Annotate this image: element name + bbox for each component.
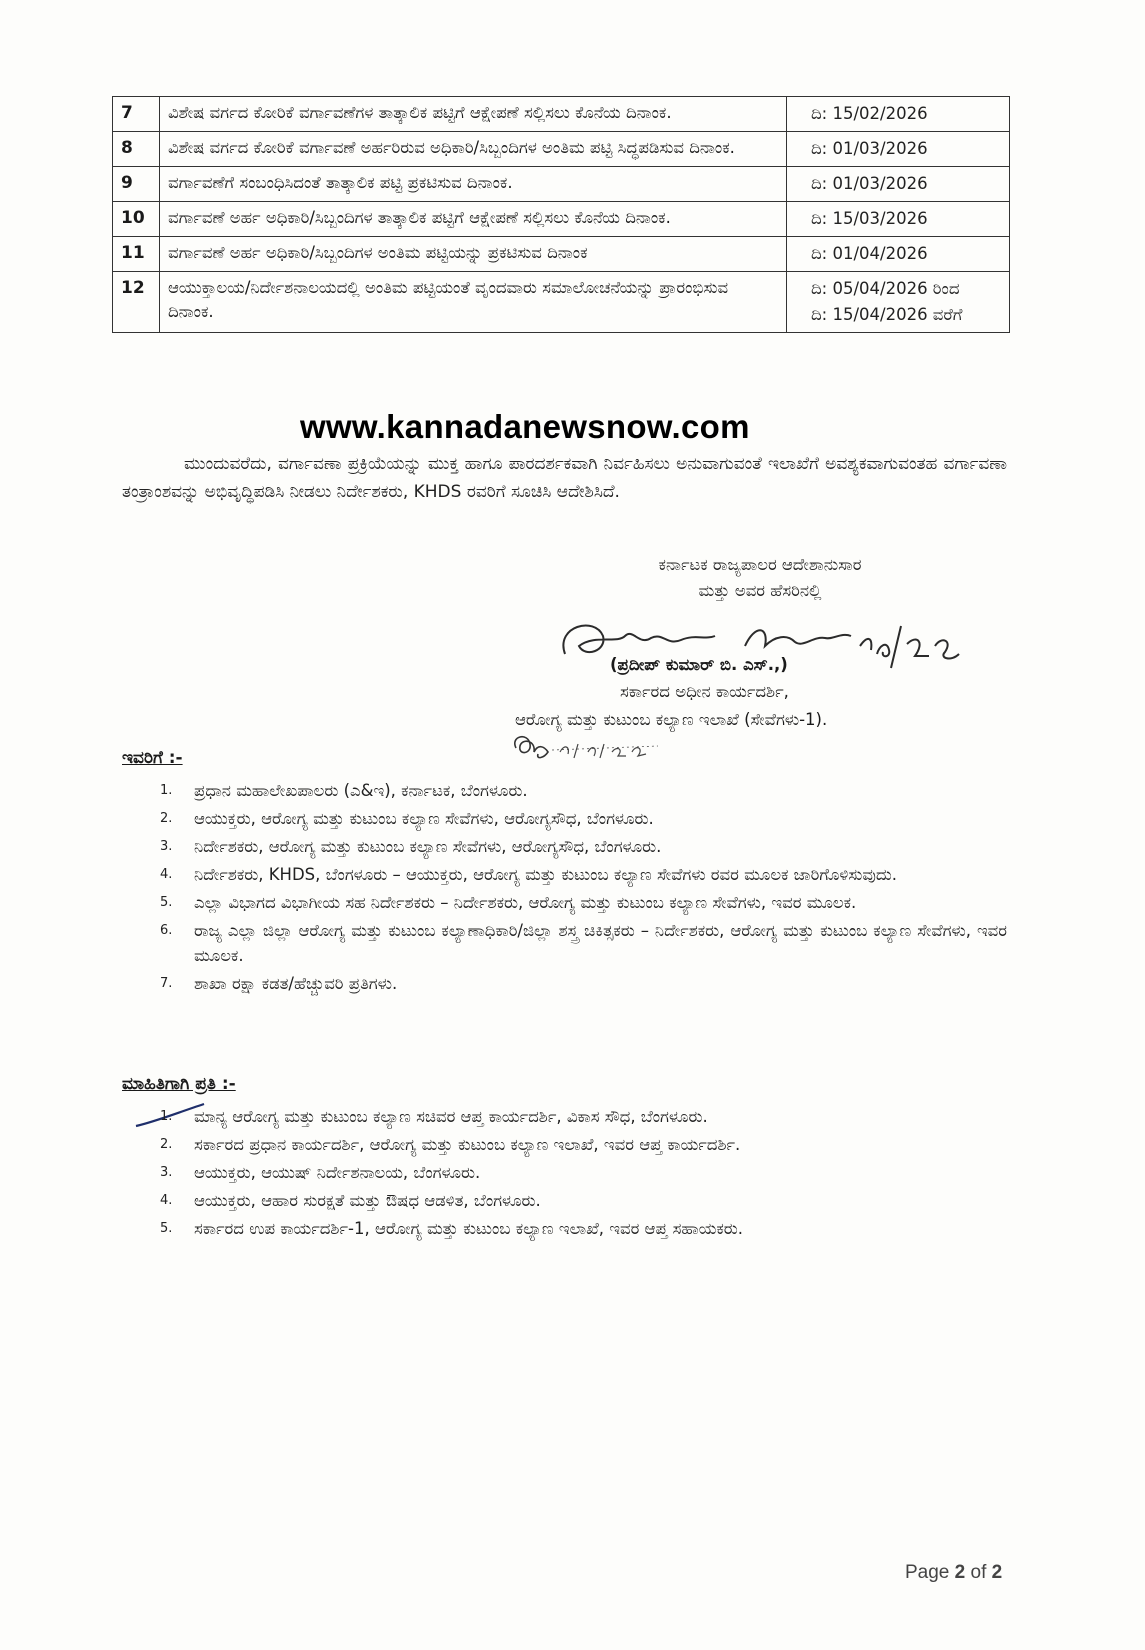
list-item-number: 2. bbox=[160, 1137, 173, 1152]
list-item bbox=[122, 834, 1007, 859]
row-description: ವರ್ಗಾವಣೆಗೆ ಸಂಬಂಧಿಸಿದಂತೆ ತಾತ್ಕಾಲಿಕ ಪಟ್ಟಿ ಪ್ರಕಟಿಸುವ ದಿನಾಂಕ. bbox=[160, 167, 787, 202]
row-date-value: ದಿ: 01/04/2026 bbox=[811, 244, 928, 263]
row-date bbox=[787, 202, 1010, 237]
order-paragraph bbox=[122, 450, 1007, 506]
list-item-number: 1. bbox=[160, 783, 173, 798]
list-item-number: 3. bbox=[160, 1165, 173, 1180]
row-description: ಆಯುಕ್ತಾಲಯ/ನಿರ್ದೇಶನಾಲಯದಲ್ಲಿ ಅಂತಿಮ ಪಟ್ಟಿಯಂತೆ ವೃಂದವಾರು ಸಮಾಲೋಚನೆಯನ್ನು ಪ್ರಾರಂಭಿಸುವ ದಿನಾಂಕ. bbox=[160, 272, 787, 333]
row-description: ವರ್ಗಾವಣೆ ಅರ್ಹ ಅಧಿಕಾರಿ/ಸಿಬ್ಬಂದಿಗಳ ತಾತ್ಕಾಲಿಕ ಪಟ್ಟಿಗೆ ಆಕ್ಷೇಪಣೆ ಸಲ್ಲಿಸಲು ಕೊನೆಯ ದಿನಾಂಕ. bbox=[160, 202, 787, 237]
current-page: 2 bbox=[954, 1562, 966, 1583]
row-number: 9 bbox=[113, 167, 160, 202]
list-item bbox=[122, 778, 1007, 803]
row-number: 11 bbox=[113, 237, 160, 272]
list-item-text: ಶಾಖಾ ರಕ್ಷಾ ಕಡತ/ಹೆಚ್ಚುವರಿ ಪ್ರತಿಗಳು. bbox=[194, 974, 398, 993]
list-item-text: ಮಾನ್ಯ ಆರೋಗ್ಯ ಮತ್ತು ಕುಟುಂಬ ಕಲ್ಯಾಣ ಸಚಿವರ ಆಪ್ತ ಕಾರ್ಯದರ್ಶಿ, ವಿಕಾಸ ಸೌಧ, ಬೆಂಗಳೂರು. bbox=[194, 1107, 708, 1126]
list-item-number: 5. bbox=[160, 895, 173, 910]
row-date-value: ದಿ: 15/03/2026 bbox=[811, 209, 928, 228]
schedule-table-body bbox=[113, 97, 1010, 333]
initials-mark bbox=[508, 730, 668, 764]
row-date bbox=[787, 237, 1010, 272]
list-item-text: ನಿರ್ದೇಶಕರು, KHDS, ಬೆಂಗಳೂರು – ಆಯುಕ್ತರು, ಆರೋಗ್ಯ ಮತ್ತು ಕುಟುಂಬ ಕಲ್ಯಾಣ ಸೇವೆಗಳು ರವರ ಮೂಲಕ ಜಾರಿಗೊಳಿಸುವುದು. bbox=[194, 865, 898, 884]
list-item bbox=[122, 1104, 1007, 1129]
page-label: Page bbox=[905, 1562, 955, 1583]
row-date bbox=[787, 132, 1010, 167]
table-row bbox=[113, 272, 1010, 333]
list-item-number: 6. bbox=[160, 923, 173, 938]
list-item-text: ಆಯುಕ್ತರು, ಆಹಾರ ಸುರಕ್ಷತೆ ಮತ್ತು ಔಷಧ ಆಡಳಿತ, ಬೆಂಗಳೂರು. bbox=[194, 1191, 541, 1210]
row-number: 7 bbox=[113, 97, 160, 132]
list-item-text: ಸರ್ಕಾರದ ಪ್ರಧಾನ ಕಾರ್ಯದರ್ಶಿ, ಆರೋಗ್ಯ ಮತ್ತು ಕುಟುಂಬ ಕಲ್ಯಾಣ ಇಲಾಖೆ, ಇವರ ಆಪ್ತ ಕಾರ್ಯದರ್ಶಿ. bbox=[194, 1135, 741, 1154]
list-item-number: 5. bbox=[160, 1221, 173, 1236]
row-description: ವಿಶೇಷ ವರ್ಗದ ಕೋರಿಕೆ ವರ್ಗಾವಣೆ ಅರ್ಹರಿರುವ ಅಧಿಕಾರಿ/ಸಿಬ್ಬಂದಿಗಳ ಅಂತಿಮ ಪಟ್ಟಿ ಸಿದ್ಧಪಡಿಸುವ ದಿನಾಂಕ. bbox=[160, 132, 787, 167]
copy-list bbox=[122, 1104, 1007, 1244]
list-item bbox=[122, 890, 1007, 915]
signatory-designation: ಸರ್ಕಾರದ ಅಧೀನ ಕಾರ್ಯದರ್ಶಿ, bbox=[620, 682, 789, 701]
row-date-value: ದಿ: 01/03/2026 bbox=[811, 139, 928, 158]
table-row bbox=[113, 202, 1010, 237]
order-paragraph-text: ಮುಂದುವರೆದು, ವರ್ಗಾವಣಾ ಪ್ರಕ್ರಿಯೆಯನ್ನು ಮುಕ್ತ ಹಾಗೂ ಪಾರದರ್ಶಕವಾಗಿ ನಿರ್ವಹಿಸಲು ಅನುವಾಗುವಂತೆ ಇಲಾಖೆಗೆ ಅವಶ್ಯಕವಾಗುವಂತಹ ವರ್ಗಾವಣಾ ತಂತ್ರಾಂಶವನ್ನು ಅಭಿವೃದ್ಧಿಪಡಿಸಿ ನೀಡಲು ನಿರ್ದೇಶಕರು, KHDS ರವರಿಗೆ ಸೂಚಿಸಿ ಆದೇಶಿಸಿದೆ. bbox=[122, 454, 1007, 502]
list-item bbox=[122, 918, 1007, 968]
row-description: ವಿಶೇಷ ವರ್ಗದ ಕೋರಿಕೆ ವರ್ಗಾವಣೆಗಳ ತಾತ್ಕಾಲಿಕ ಪಟ್ಟಿಗೆ ಆಕ್ಷೇಪಣೆ ಸಲ್ಲಿಸಲು ಕೊನೆಯ ದಿನಾಂಕ. bbox=[160, 97, 787, 132]
list-item bbox=[122, 806, 1007, 831]
list-item bbox=[122, 1160, 1007, 1185]
row-date bbox=[787, 167, 1010, 202]
list-item-text: ಪ್ರಧಾನ ಮಹಾಲೇಖಪಾಲರು (ಎ&ಇ), ಕರ್ನಾಟಕ, ಬೆಂಗಳೂರು. bbox=[194, 781, 528, 800]
row-date-to: ದಿ: 15/04/2026 ವರೆಗೆ bbox=[811, 305, 963, 324]
row-date-value: ದಿ: 01/03/2026 bbox=[811, 174, 928, 193]
row-date bbox=[787, 272, 1010, 333]
list-item-text: ಎಲ್ಲಾ ವಿಭಾಗದ ವಿಭಾಗೀಯ ಸಹ ನಿರ್ದೇಶಕರು – ನಿರ್ದೇಶಕರು, ಆರೋಗ್ಯ ಮತ್ತು ಕುಟುಂಬ ಕಲ್ಯಾಣ ಸೇವೆಗಳು, ಇವರ ಮೂಲಕ. bbox=[194, 893, 857, 912]
table-row bbox=[113, 132, 1010, 167]
list-item bbox=[122, 1216, 1007, 1241]
row-number: 8 bbox=[113, 132, 160, 167]
authority-line-2: ಮತ್ತು ಅವರ ಹೆಸರಿನಲ್ಲಿ bbox=[698, 581, 822, 600]
copy-heading: ಮಾಹಿತಿಗಾಗಿ ಪ್ರತಿ :- bbox=[122, 1074, 236, 1094]
total-pages: 2 bbox=[991, 1562, 1003, 1583]
website-watermark: www.kannadanewsnow.com bbox=[300, 408, 750, 445]
list-item bbox=[122, 1188, 1007, 1213]
page-number bbox=[905, 1562, 1002, 1584]
list-item-text: ನಿರ್ದೇಶಕರು, ಆರೋಗ್ಯ ಮತ್ತು ಕುಟುಂಬ ಕಲ್ಯಾಣ ಸೇವೆಗಳು, ಆರೋಗ್ಯಸೌಧ, ಬೆಂಗಳೂರು. bbox=[194, 837, 662, 856]
row-number: 12 bbox=[113, 272, 160, 333]
table-row bbox=[113, 97, 1010, 132]
list-item bbox=[122, 862, 1007, 887]
to-list bbox=[122, 778, 1007, 999]
table-row bbox=[113, 167, 1010, 202]
signatory-department: ಆರೋಗ್ಯ ಮತ್ತು ಕುಟುಂಬ ಕಲ್ಯಾಣ ಇಲಾಖೆ (ಸೇವೆಗಳು-1). bbox=[515, 710, 828, 729]
list-item-number: 7. bbox=[160, 976, 173, 991]
page-of: of bbox=[965, 1562, 992, 1583]
signatory-name: (ಪ್ರದೀಪ್ ಕುಮಾರ್ ಬಿ. ಎಸ್.,) bbox=[610, 655, 788, 674]
list-item-text: ಆಯುಕ್ತರು, ಆರೋಗ್ಯ ಮತ್ತು ಕುಟುಂಬ ಕಲ್ಯಾಣ ಸೇವೆಗಳು, ಆರೋಗ್ಯಸೌಧ, ಬೆಂಗಳೂರು. bbox=[194, 809, 654, 828]
list-item-text: ಆಯುಕ್ತರು, ಆಯುಷ್ ನಿರ್ದೇಶನಾಲಯ, ಬೆಂಗಳೂರು. bbox=[194, 1163, 481, 1182]
list-item-number: 1. bbox=[160, 1109, 173, 1124]
list-item-text: ರಾಜ್ಯ ಎಲ್ಲಾ ಜಿಲ್ಲಾ ಆರೋಗ್ಯ ಮತ್ತು ಕುಟುಂಬ ಕಲ್ಯಾಣಾಧಿಕಾರಿ/ಜಿಲ್ಲಾ ಶಸ್ತ್ರ ಚಿಕಿತ್ಸಕರು – ನಿರ್ದೇಶಕರು, ಆರೋಗ್ಯ ಮತ್ತು ಕುಟುಂಬ ಕಲ್ಯಾಣ ಸೇವೆಗಳು, ಇವರ ಮೂಲಕ. bbox=[194, 921, 1007, 965]
row-date-from: ದಿ: 05/04/2026 ರಿಂದ bbox=[811, 279, 960, 298]
list-item-number: 2. bbox=[160, 811, 173, 826]
authority-line-1: ಕರ್ನಾಟಕ ರಾಜ್ಯಪಾಲರ ಆದೇಶಾನುಸಾರ bbox=[658, 555, 862, 574]
list-item bbox=[122, 971, 1007, 996]
list-item-number: 3. bbox=[160, 839, 173, 854]
row-date bbox=[787, 97, 1010, 132]
schedule-table bbox=[112, 96, 1010, 333]
list-item-number: 4. bbox=[160, 1193, 173, 1208]
row-date-value: ದಿ: 15/02/2026 bbox=[811, 104, 928, 123]
list-item bbox=[122, 1132, 1007, 1157]
list-item-number: 4. bbox=[160, 867, 173, 882]
table-row bbox=[113, 237, 1010, 272]
to-heading: ಇವರಿಗೆ :- bbox=[122, 748, 183, 768]
list-item-text: ಸರ್ಕಾರದ ಉಪ ಕಾರ್ಯದರ್ಶಿ-1, ಆರೋಗ್ಯ ಮತ್ತು ಕುಟುಂಬ ಕಲ್ಯಾಣ ಇಲಾಖೆ, ಇವರ ಆಪ್ತ ಸಹಾಯಕರು. bbox=[194, 1219, 744, 1238]
row-description: ವರ್ಗಾವಣೆ ಅರ್ಹ ಅಧಿಕಾರಿ/ಸಿಬ್ಬಂದಿಗಳ ಅಂತಿಮ ಪಟ್ಟಿಯನ್ನು ಪ್ರಕಟಿಸುವ ದಿನಾಂಕ bbox=[160, 237, 787, 272]
authority-line bbox=[480, 552, 1040, 604]
row-number: 10 bbox=[113, 202, 160, 237]
